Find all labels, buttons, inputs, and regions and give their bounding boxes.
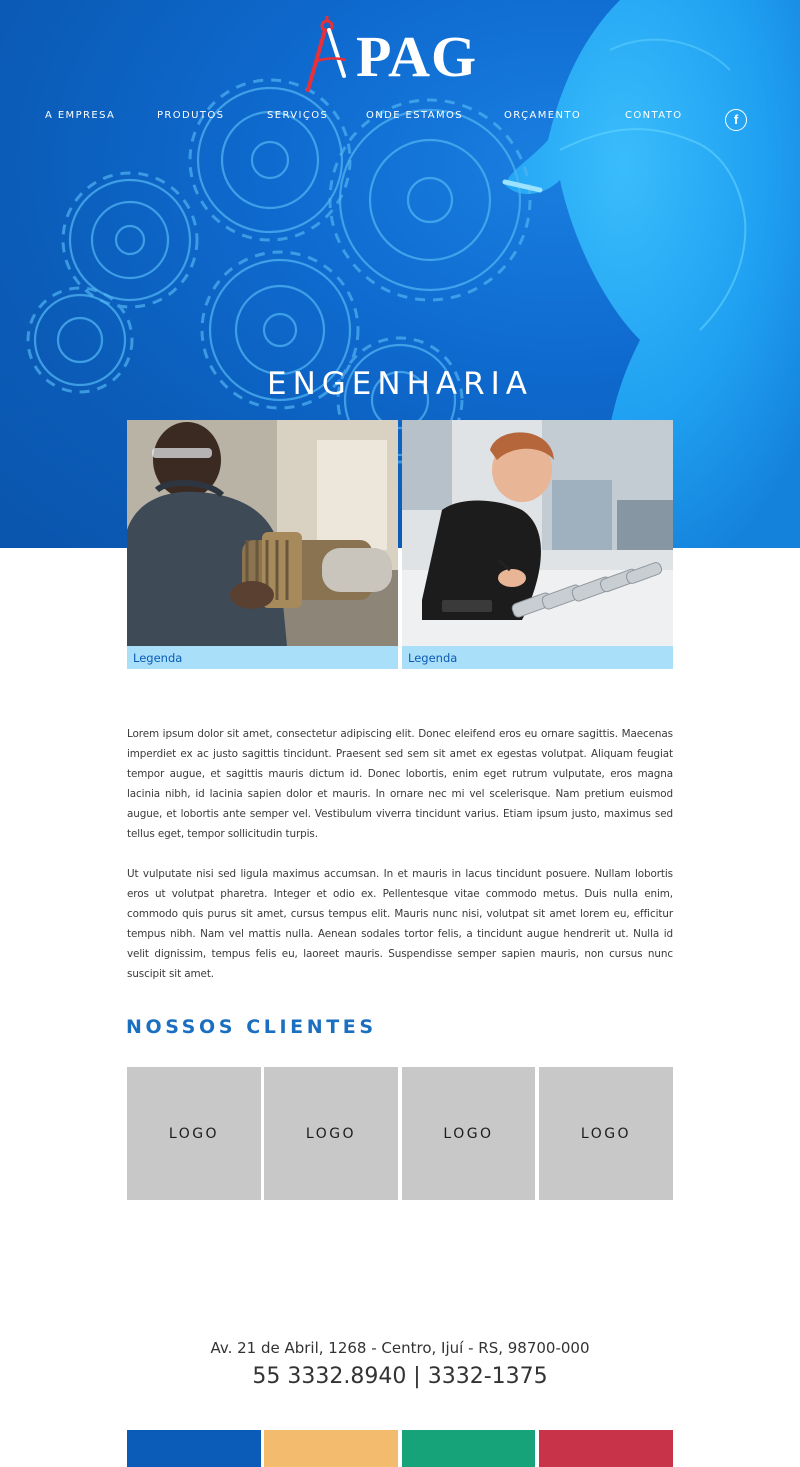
photo-caption: Legenda — [402, 646, 673, 669]
nav-item-contato[interactable]: CONTATO — [625, 110, 683, 121]
logo-wordmark: PAG — [356, 24, 478, 89]
main-navigation — [0, 110, 800, 130]
photo-card — [402, 420, 673, 669]
color-bar-blue — [127, 1430, 261, 1467]
pag-logo[interactable] — [300, 16, 500, 94]
nav-item-onde-estamos[interactable]: ONDE ESTAMOS — [366, 110, 464, 121]
nav-item-produtos[interactable]: PRODUTOS — [157, 110, 225, 121]
color-bar-green — [402, 1430, 535, 1467]
facebook-icon[interactable]: f — [725, 109, 747, 131]
content-paragraph: Ut vulputate nisi sed ligula maximus accumsan. In et mauris in lacus tincidunt posuere. Nullam lobortis eros ut volutpat pharetra. Integer et odio ex. Pellentesque vitae commodo metus. Duis nulla enim, commodo quis purus sit amet, cursus tempus elit. Mauris nunc nisi, volutpat sit amet lorem eu, efficitur tempus nibh. Nam vel mattis nulla. Aenean sodales tortor felis, a tincidunt augue hendrerit ut. Nulla id velit dignissim, tempus felis eu, laoreet mauris. Suspendisse semper sapien mauris, non cursus nunc suscipit sit amet. — [127, 868, 673, 980]
hero-banner — [0, 0, 800, 548]
client-logo[interactable]: LOGO — [402, 1067, 535, 1200]
clients-section-title: NOSSOS CLIENTES — [126, 1016, 377, 1038]
footer-address: Av. 21 de Abril, 1268 - Centro, Ijuí - RS, 98700-000 — [210, 1339, 590, 1357]
color-bar-red — [539, 1430, 673, 1467]
client-logo[interactable]: LOGO — [264, 1067, 398, 1200]
client-logo[interactable]: LOGO — [539, 1067, 673, 1200]
nav-item-a-empresa[interactable]: A EMPRESA — [45, 110, 116, 121]
content-paragraph: Lorem ipsum dolor sit amet, consectetur adipiscing elit. Donec eleifend eros eu ornare sagittis. Maecenas imperdiet ex ac justo sagittis tincidunt. Praesent sed sem sit amet ex egestas volutpat. Aliquam feugiat tempor augue, et sagittis mauris dictum id. Donec lobortis, enim eget rutrum vulputate, eros magna lacinia nibh, id lacinia sapien dolor et mauris. In ornare nec mi vel scelerisque. Nam pretium euismod augue, et lobortis ante semper vel. Vestibulum viverra tincidunt varius. Etiam ipsum justo, maximus sed tellus eget, tempor sollicitudin turpis. — [127, 728, 673, 840]
client-logo[interactable]: LOGO — [127, 1067, 261, 1200]
footer-phone: 55 3332.8940 | 3332-1375 — [252, 1364, 548, 1389]
nav-item-orcamento[interactable]: ORÇAMENTO — [504, 110, 582, 121]
nav-item-servicos[interactable]: SERVIÇOS — [267, 110, 329, 121]
color-bar-orange — [264, 1430, 398, 1467]
photo-caption: Legenda — [127, 646, 398, 669]
page-title: ENGENHARIA — [267, 366, 533, 402]
photo-card — [127, 420, 398, 669]
engineer-writing-photo — [402, 420, 673, 646]
engineer-gear-photo — [127, 420, 398, 646]
